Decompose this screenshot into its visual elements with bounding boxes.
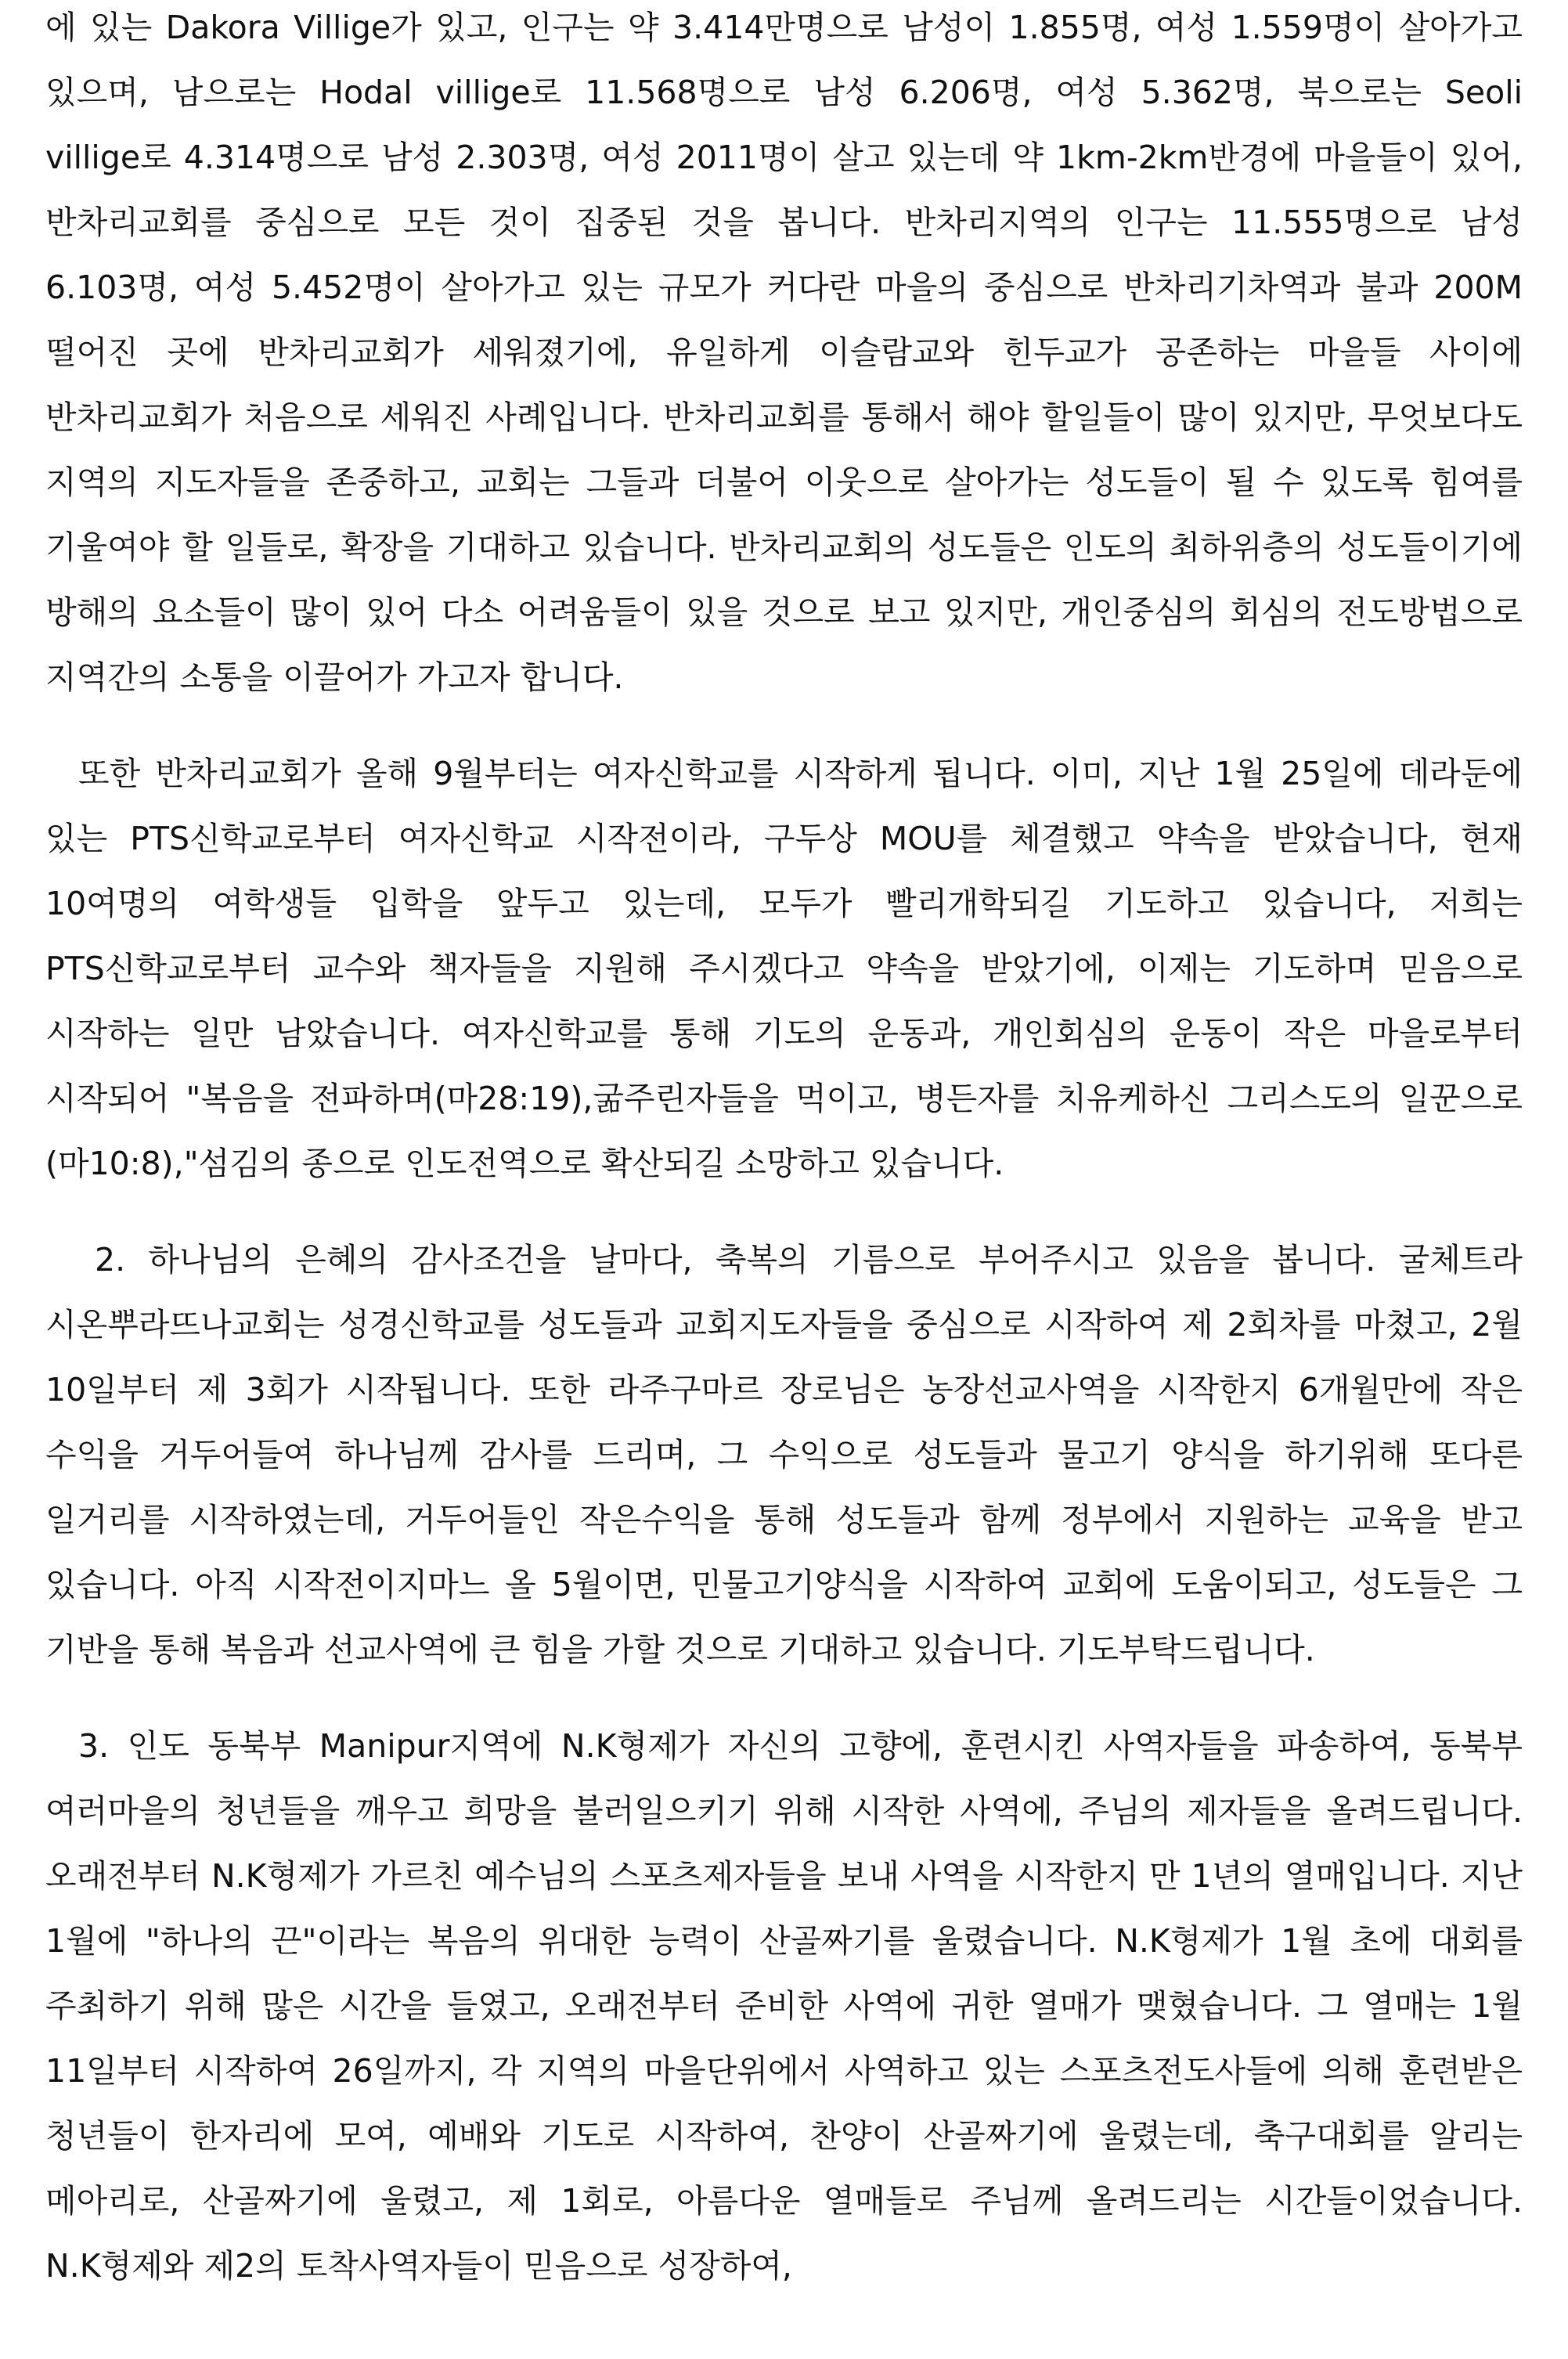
paragraph-manipur-ministry: 3. 인도 동북부 Manipur지역에 N.K형제가 자신의 고향에, 훈련시킨 사역자들을 파송하여, 동북부 여러마을의 청년들을 깨우고 희망을 불러일으키기 위해 시작한 사역에, 주님의 제자들을 올려드립니다. 오래전부터 N.K형제가 가르친 예수님의 스포츠제자들을 보내 사역을 시작한지 만 1년의 열매입니다. 지난 1월에 "하나의 끈"이라는 복음의 위대한 능력이 산골짜기를 울렸습니다. N.K형제가 1월 초에 대회를 주최하기 위해 많은 시간을 들였고, 오래전부터 준비한 사역에 귀한 열매가 맺혔습니다. 그 열매는 1월 11일부터 시작하여 26일까지, 각 지역의 마을단위에서 사역하고 있는 스포츠전도사들에 의해 훈련받은 청년들이 한자리에 모여, 예배와 기도로 시작하여, 찬양이 산골짜기에 울렸는데, 축구대회를 알리는 메아리로, 산골짜기에 울렸고, 제 1회로, 아름다운 열매들로 주님께 올려드리는 시간들이었습니다. N.K형제와 제2의 토착사역자들이 믿음으로 성장하여, xyxy=(45,1727,1523,2285)
paragraph-banchari-village: 에 있는 Dakora Villige가 있고, 인구는 약 3.414만명으로 남성이 1.855명, 여성 1.559명이 살아가고 있으며, 남으로는 Hodal villige로 11.568명으로 남성 6.206명, 여성 5.362명, 북으로는 Seoli villige로 4.314명으로 남성 2.303명, 여성 2011명이 살고 있는데 약 1km-2km반경에 마을들이 있어, 반차리교회를 중심으로 모든 것이 집중된 것을 봅니다. 반차리지역의 인구는 11.555명으로 남성 6.103명, 여성 5.452명이 살아가고 있는 규모가 커다란 마을의 중심으로 반차리기차역과 불과 200M 떨어진 곳에 반차리교회가 세워졌기에, 유일하게 이슬람교와 힌두교가 공존하는 마을들 사이에 반차리교회가 처음으로 세워진 사례입니다. 반차리교회를 통해서 해야 할일들이 많이 있지만, 무엇보다도 지역의 지도자들을 존중하고, 교회는 그들과 더불어 이웃으로 살아가는 성도들이 될 수 있도록 힘여를 기울여야 할 일들로, 확장을 기대하고 있습니다. 반차리교회의 성도들은 인도의 최하위층의 성도들이기에 방해의 요소들이 많이 있어 다소 어려움들이 있을 것으로 보고 있지만, 개인중심의 회심의 전도방법으로 지역간의 소통을 이끌어가 가고자 합니다. xyxy=(45,9,1523,696)
paragraph-thanksgiving: 2. 하나님의 은혜의 감사조건을 날마다, 축복의 기름으로 부어주시고 있음을 봅니다. 굴체트라 시온뿌라뜨나교회는 성경신학교를 성도들과 교회지도자들을 중심으로 시작하여 제 2회차를 마쳤고, 2월 10일부터 제 3회가 시작됩니다. 또한 라주구마르 장로님은 농장선교사역을 시작한지 6개월만에 작은 수익을 거두어들여 하나님께 감사를 드리며, 그 수익으로 성도들과 물고기 양식을 하기위해 또다른 일거리를 시작하였는데, 거두어들인 작은수익을 통해 성도들과 함께 정부에서 지원하는 교육을 받고 있습니다. 아직 시작전이지마느 올 5월이면, 민물고기양식을 시작하여 교회에 도움이되고, 성도들은 그 기반을 통해 복음과 선교사역에 큰 힘을 가할 것으로 기대하고 있습니다. 기도부탁드립니다. xyxy=(45,1241,1523,1668)
paragraph-womens-seminary: 또한 반차리교회가 올해 9월부터는 여자신학교를 시작하게 됩니다. 이미, 지난 1월 25일에 데라둔에 있는 PTS신학교로부터 여자신학교 시작전이라, 구두상 MOU를 체결했고 약속을 받았습니다, 현재 10여명의 여학생들 입학을 앞두고 있는데, 모두가 빨리개학되길 기도하고 있습니다, 저희는 PTS신학교로부터 교수와 책자들을 지원해 주시겠다고 약속을 받았기에, 이제는 기도하며 믿음으로 시작하는 일만 남았습니다. 여자신학교를 통해 기도의 운동과, 개인회심의 운동이 작은 마을로부터 시작되어 "복음을 전파하며(마28:19),굶주린자들을 먹이고, 병든자를 치유케하신 그리스도의 일꾼으로(마10:8),"섬김의 종으로 인도전역으로 확산되길 소망하고 있습니다. xyxy=(45,755,1523,1182)
